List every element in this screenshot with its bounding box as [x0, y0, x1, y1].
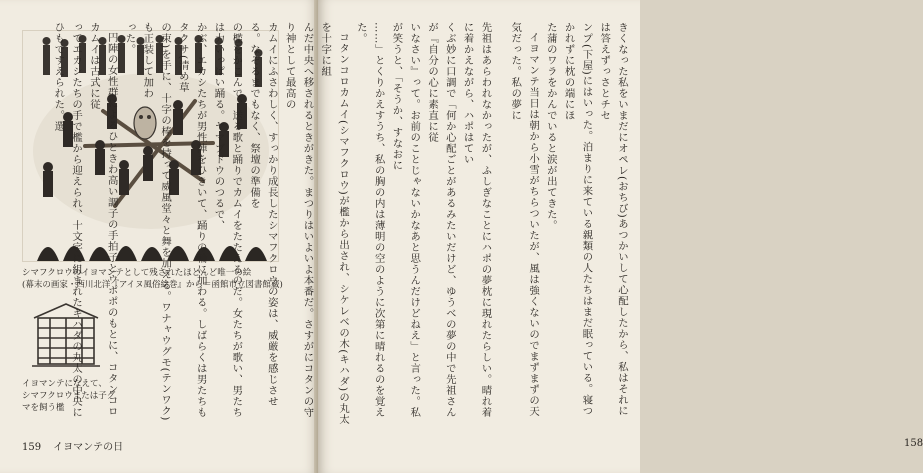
text-line: ってエカシたちの手で檻から迎えられ、十文字に組まれたキハダの丸太の中央にひもですえられた。選	[52, 22, 83, 418]
text-line: った。	[123, 22, 136, 55]
text-line: くぶ妙に口調で「何か心配ごとがあるみたいだけど、ゆうべの夢の中で先祖さんが『自分の心に素直に従	[426, 22, 456, 418]
caption-line: (幕末の画家・西川北洋『アイヌ風俗絵巻』から＝函館市立図書館蔵)	[22, 280, 283, 290]
running-head: イヨマンテの日	[53, 442, 124, 453]
text-line: んだ中央へ移されるときがきた。まつりはいよいよ本番だ。さすがにコタンの守り神として最高の	[283, 22, 314, 418]
text-line: きくなった私をいまだにオペレ(おちび)あつかいして心配したから、私はそれには答えずっさとチセ	[598, 22, 628, 417]
text-line: ……」とくりかえすうち、私の胸の内は薄明の空のように次第に晴れるのを覚えた。	[354, 22, 385, 418]
text-line: た蒲のワラをかんでいると涙が出てきた。	[544, 22, 557, 231]
caption-line: マを飼う檻	[22, 403, 65, 413]
text-line: 円陣の女性群によるひときわ高い調子の手拍子とウポポのもとに、コタンコロカムイは古式に従	[87, 22, 118, 418]
caption-line: イヨマンテになえて、	[22, 379, 107, 389]
left-page-footer	[22, 438, 135, 453]
text-line: の檻をかこんで、送る歌と踊りでカムイをたたえるのだ。女たちが歌い、男たちは力いっぱい踊る。ヤマブドウのつるで、	[212, 22, 243, 418]
caption-line: シマフクロウまたは子グ	[22, 391, 116, 401]
caption-line: シマフクロウのイヨマンテとして残されたほとんど唯一の絵	[22, 268, 252, 278]
text-line: いなさい』って。お前のことじゃないかなあと思うんだけどねえ」と言った。私が笑うと、「そうか、すなおに	[390, 22, 421, 418]
text-line: 先祖はあらわれなかったが、ふしぎなことにハポの夢枕に現れたらしい。晴れ着に着かえながら、ハポはてい	[461, 22, 492, 418]
text-line: コタンコロカムイ(シマフクロウ)が檻から出され、シケレベの木(キハダ)の丸太を十字に組	[319, 22, 350, 426]
text-line: イヨマンテ当日は朝から小雪がちらついたが、風は強くないのでまずまずの天気だった。私の夢に	[509, 22, 540, 418]
text-line: の束)を手に、十字の棒を持って威風堂々と舞を加える。ワナャウグモ(テンワク)も正装して加わ	[141, 22, 172, 421]
text-line: ンプ(下屋)にはいった。泊まりに来ている親類の人たちはまだ眠っている。寝つかれずに枕の端にほ	[562, 22, 593, 417]
text-line: カムイにふさわしく、すっかり成長したシマフクロウの姿は、威厳を感じさせる。なぞるまでもなく、祭壇の準備を	[248, 22, 278, 407]
page-number: 159	[22, 442, 42, 453]
page-number: 158	[904, 438, 923, 449]
text-line: かぶ、エカシたちが男性陣をひきいて、踊りの輪に加わる。しばらくは男たちもタクサ(清め草	[176, 22, 207, 418]
